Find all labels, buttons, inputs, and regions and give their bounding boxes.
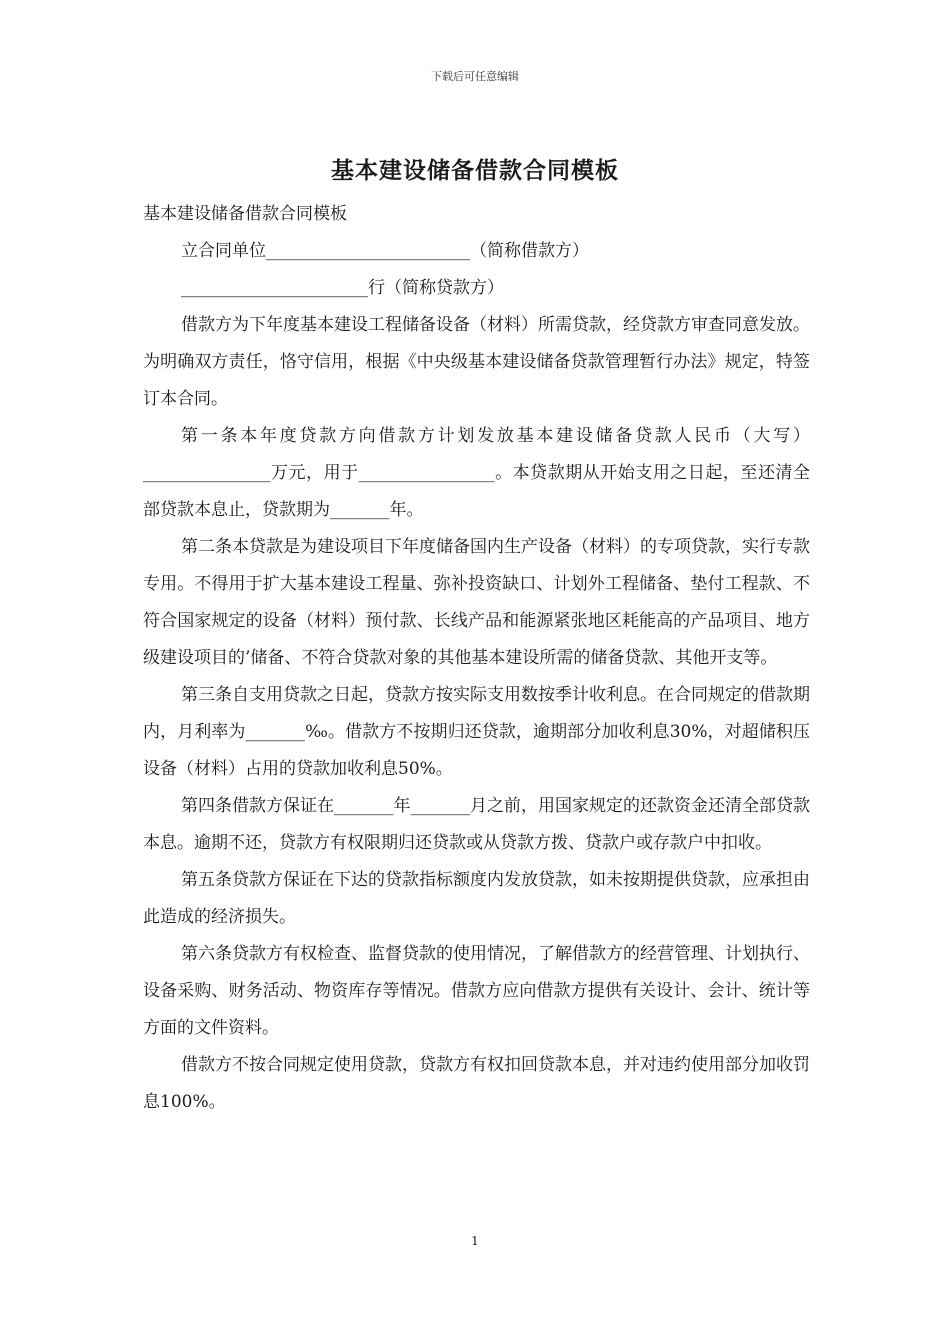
page-number: 1 xyxy=(471,1234,479,1248)
document-subtitle: 基本建设储备借款合同模板 xyxy=(143,204,347,224)
paragraph-penalty: 借款方不按合同规定使用贷款，贷款方有权扣回贷款本息，并对违约使用部分加收罚息100%。 xyxy=(143,1055,810,1112)
party-lender-line: ______________________行（简称贷款方） xyxy=(181,278,504,298)
document-title: 基本建设储备借款合同模板 xyxy=(331,157,619,184)
paragraph-article-6: 第六条贷款方有权检查、监督贷款的使用情况，了解借款方的经营管理、计划执行、设备采购、财务活动、物资库存等情况。借款方应向借款方提供有关设计、会计、统计等方面的文件资料。 xyxy=(143,944,810,1038)
party-borrower-line: 立合同单位________________________（简称借款方） xyxy=(181,241,589,261)
paragraph-article-5: 第五条贷款方保证在下达的贷款指标额度内发放贷款，如未按期提供贷款，应承担由此造成的经济损失。 xyxy=(143,870,810,927)
paragraph-article-1: 第一条本年度贷款方向借款方计划发放基本建设储备贷款人民币（大写）_______________万元，用于________________。本贷款期从开始支用之日起，至还清全部贷款本息止，贷款期为_______年。 xyxy=(143,426,810,520)
document-body xyxy=(143,196,810,1121)
paragraph-preamble: 借款方为下年度基本建设工程储备设备（材料）所需贷款，经贷款方审查同意发放。为明确双方责任，恪守信用，根据《中央级基本建设储备贷款管理暂行办法》规定，特签订本合同。 xyxy=(143,315,810,409)
paragraph-article-4: 第四条借款方保证在_______年_______月之前，用国家规定的还款资金还清全部贷款本息。逾期不还，贷款方有权限期归还贷款或从贷款方拨、贷款户或存款户中扣收。 xyxy=(143,796,810,853)
header-note: 下载后可任意编辑 xyxy=(431,70,519,83)
paragraph-article-2: 第二条本贷款是为建设项目下年度储备国内生产设备（材料）的专项贷款，实行专款专用。不得用于扩大基本建设工程量、弥补投资缺口、计划外工程储备、垫付工程款、不符合国家规定的设备（材料）预付款、长线产品和能源紧张地区耗能高的产品项目、地方级建设项目的’储备、不符合贷款对象的其他基本建设所需的储备贷款、其他开支等。 xyxy=(143,537,810,668)
paragraph-article-3: 第三条自支用贷款之日起，贷款方按实际支用数按季计收利息。在合同规定的借款期内，月利率为_______‰。借款方不按期归还贷款，逾期部分加收利息30%，对超储积压设备（材料）占用的贷款加收利息50%。 xyxy=(143,685,810,779)
